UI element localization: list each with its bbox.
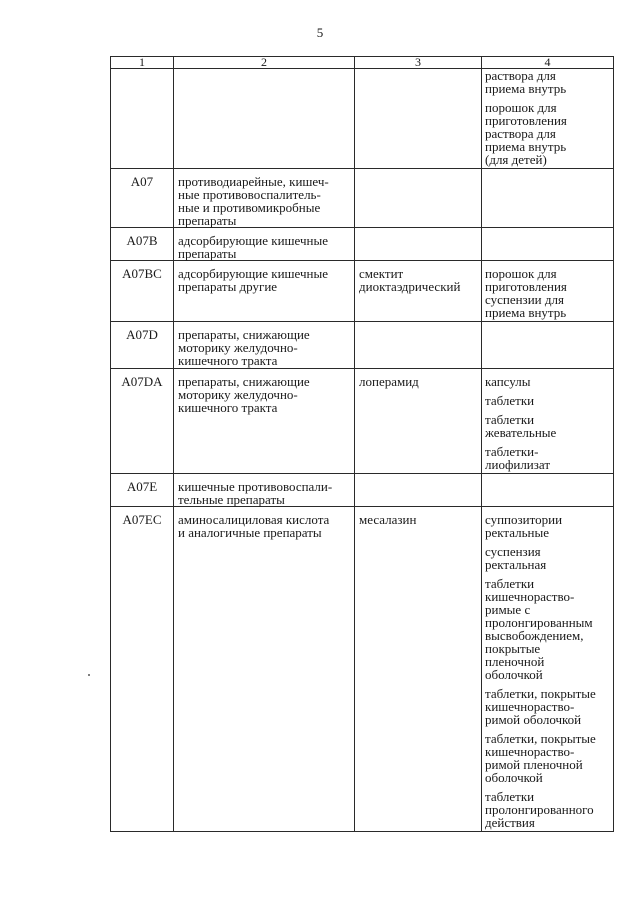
group-text-line: ные противовоспалитель- bbox=[178, 187, 321, 202]
scan-speck bbox=[88, 674, 90, 676]
drug-name-cell bbox=[355, 169, 482, 228]
table-row bbox=[111, 228, 614, 261]
group-text-line: препараты bbox=[178, 213, 237, 228]
group-text-line: адсорбирующие кишечные bbox=[178, 233, 328, 248]
table-row bbox=[111, 69, 614, 169]
dosage-form-text-line: лиофилизат bbox=[485, 457, 551, 472]
dosage-form-text-line: приготовления bbox=[485, 113, 567, 128]
dosage-form-text-line: таблетки bbox=[485, 789, 535, 804]
atc-code-cell: A07D bbox=[111, 322, 174, 369]
dosage-form-text-line: римой пленочной bbox=[485, 757, 583, 772]
dosage-form-text-line: ректальная bbox=[485, 557, 547, 572]
drug-text-line: лоперамид bbox=[359, 374, 419, 389]
atc-code-cell bbox=[111, 69, 174, 169]
column-number-row bbox=[111, 57, 614, 69]
anatomic-therapeutic-group-cell bbox=[174, 474, 355, 507]
dosage-forms-cell bbox=[482, 169, 614, 228]
column-number: 1 bbox=[111, 57, 174, 69]
atc-drug-table bbox=[110, 56, 614, 832]
dosage-form-item bbox=[485, 369, 611, 394]
dosage-form-item bbox=[485, 69, 611, 101]
dosage-form-text-line: приема внутрь bbox=[485, 305, 567, 320]
group-text-line: и аналогичные препараты bbox=[178, 525, 322, 540]
dosage-form-item bbox=[485, 577, 611, 687]
dosage-form-text-line: ректальные bbox=[485, 525, 550, 540]
dosage-form-item bbox=[485, 413, 611, 445]
dosage-forms-cell bbox=[482, 322, 614, 369]
dosage-form-text-line: пленочной bbox=[485, 654, 545, 669]
dosage-form-text-line: порошок для bbox=[485, 100, 557, 115]
drug-text-line: смектит bbox=[359, 266, 404, 281]
column-number: 2 bbox=[174, 57, 355, 69]
dosage-form-text-line: таблетки bbox=[485, 576, 535, 591]
table-row bbox=[111, 322, 614, 369]
group-text-line: препараты, снижающие bbox=[178, 327, 310, 342]
dosage-form-text-line: римые с bbox=[485, 602, 531, 617]
group-text-line: моторику желудочно- bbox=[178, 340, 298, 355]
dosage-form-text-line: суспензии для bbox=[485, 292, 564, 307]
dosage-form-text-line: кишечнораство- bbox=[485, 699, 575, 714]
dosage-form-text-line: кишечнораство- bbox=[485, 744, 575, 759]
anatomic-therapeutic-group-cell bbox=[174, 261, 355, 322]
group-text-line: моторику желудочно- bbox=[178, 387, 298, 402]
drug-name-cell bbox=[355, 322, 482, 369]
drug-name-cell bbox=[355, 261, 482, 322]
table-row bbox=[111, 169, 614, 228]
group-text-line: ные и противомикробные bbox=[178, 200, 321, 215]
dosage-form-text-line: раствора для bbox=[485, 68, 556, 83]
column-number: 3 bbox=[355, 57, 482, 69]
atc-code-cell: A07EC bbox=[111, 507, 174, 832]
dosage-form-text-line: жевательные bbox=[485, 425, 557, 440]
dosage-form-text-line: раствора для bbox=[485, 126, 556, 141]
dosage-form-text-line: таблетки bbox=[485, 393, 535, 408]
dosage-form-text-line: оболочкой bbox=[485, 770, 543, 785]
group-text-line: кишечного тракта bbox=[178, 353, 278, 368]
anatomic-therapeutic-group-cell bbox=[174, 507, 355, 832]
table-row bbox=[111, 369, 614, 474]
dosage-form-text-line: кишечнораство- bbox=[485, 589, 575, 604]
dosage-forms-cell bbox=[482, 261, 614, 322]
table-body bbox=[111, 69, 614, 832]
dosage-form-text-line: таблетки, покрытые bbox=[485, 686, 596, 701]
group-text-line: кишечные противовоспали- bbox=[178, 479, 333, 494]
drug-text-line: диоктаэдрический bbox=[359, 279, 461, 294]
group-text-line: аминосалициловая кислота bbox=[178, 512, 330, 527]
dosage-forms-cell bbox=[482, 507, 614, 832]
atc-code-cell: A07B bbox=[111, 228, 174, 261]
dosage-form-item bbox=[485, 790, 611, 831]
table-row bbox=[111, 474, 614, 507]
dosage-form-text-line: приготовления bbox=[485, 279, 567, 294]
anatomic-therapeutic-group-cell bbox=[174, 228, 355, 261]
group-text-line: препараты, снижающие bbox=[178, 374, 310, 389]
dosage-form-text-line: суспензия bbox=[485, 544, 541, 559]
dosage-form-item bbox=[485, 101, 611, 168]
atc-code-cell: A07BC bbox=[111, 261, 174, 322]
group-text-line: тельные препараты bbox=[178, 492, 285, 507]
dosage-form-text-line: суппозитории bbox=[485, 512, 563, 527]
atc-code-cell: A07DA bbox=[111, 369, 174, 474]
dosage-form-item bbox=[485, 507, 611, 545]
group-text-line: препараты bbox=[178, 246, 237, 261]
dosage-form-text-line: действия bbox=[485, 815, 535, 830]
dosage-form-text-line: пролонгированного bbox=[485, 802, 594, 817]
dosage-form-item bbox=[485, 545, 611, 577]
dosage-form-item bbox=[485, 687, 611, 732]
anatomic-therapeutic-group-cell bbox=[174, 169, 355, 228]
drug-name-cell bbox=[355, 507, 482, 832]
dosage-forms-cell bbox=[482, 69, 614, 169]
dosage-forms-cell bbox=[482, 228, 614, 261]
drug-name-cell bbox=[355, 474, 482, 507]
group-text-line: препараты другие bbox=[178, 279, 278, 294]
anatomic-therapeutic-group-cell bbox=[174, 69, 355, 169]
atc-code-cell: A07 bbox=[111, 169, 174, 228]
dosage-form-text-line: оболочкой bbox=[485, 667, 543, 682]
anatomic-therapeutic-group-cell bbox=[174, 322, 355, 369]
dosage-form-text-line: капсулы bbox=[485, 374, 531, 389]
table-row bbox=[111, 507, 614, 832]
drug-name-cell bbox=[355, 69, 482, 169]
dosage-form-text-line: пролонгированным bbox=[485, 615, 593, 630]
dosage-form-text-line: таблетки- bbox=[485, 444, 539, 459]
dosage-form-item bbox=[485, 261, 611, 321]
group-text-line: противодиарейные, кишеч- bbox=[178, 174, 329, 189]
dosage-form-text-line: таблетки bbox=[485, 412, 535, 427]
column-number: 4 bbox=[482, 57, 614, 69]
dosage-form-item bbox=[485, 732, 611, 790]
table-row bbox=[111, 261, 614, 322]
dosage-form-text-line: римой оболочкой bbox=[485, 712, 582, 727]
drug-text-line: месалазин bbox=[359, 512, 417, 527]
dosage-form-text-line: приема внутрь bbox=[485, 139, 567, 154]
anatomic-therapeutic-group-cell bbox=[174, 369, 355, 474]
drug-name-cell bbox=[355, 369, 482, 474]
dosage-form-text-line: порошок для bbox=[485, 266, 557, 281]
dosage-form-text-line: покрытые bbox=[485, 641, 541, 656]
page-number: 5 bbox=[316, 25, 324, 40]
dosage-forms-cell bbox=[482, 474, 614, 507]
group-text-line: кишечного тракта bbox=[178, 400, 278, 415]
atc-code-cell: A07E bbox=[111, 474, 174, 507]
dosage-forms-cell bbox=[482, 369, 614, 474]
group-text-line: адсорбирующие кишечные bbox=[178, 266, 328, 281]
dosage-form-text-line: высвобождением, bbox=[485, 628, 584, 643]
dosage-form-text-line: (для детей) bbox=[485, 152, 547, 167]
dosage-form-text-line: приема внутрь bbox=[485, 81, 567, 96]
drug-name-cell bbox=[355, 228, 482, 261]
dosage-form-item bbox=[485, 394, 611, 413]
dosage-form-text-line: таблетки, покрытые bbox=[485, 731, 596, 746]
dosage-form-item bbox=[485, 445, 611, 473]
